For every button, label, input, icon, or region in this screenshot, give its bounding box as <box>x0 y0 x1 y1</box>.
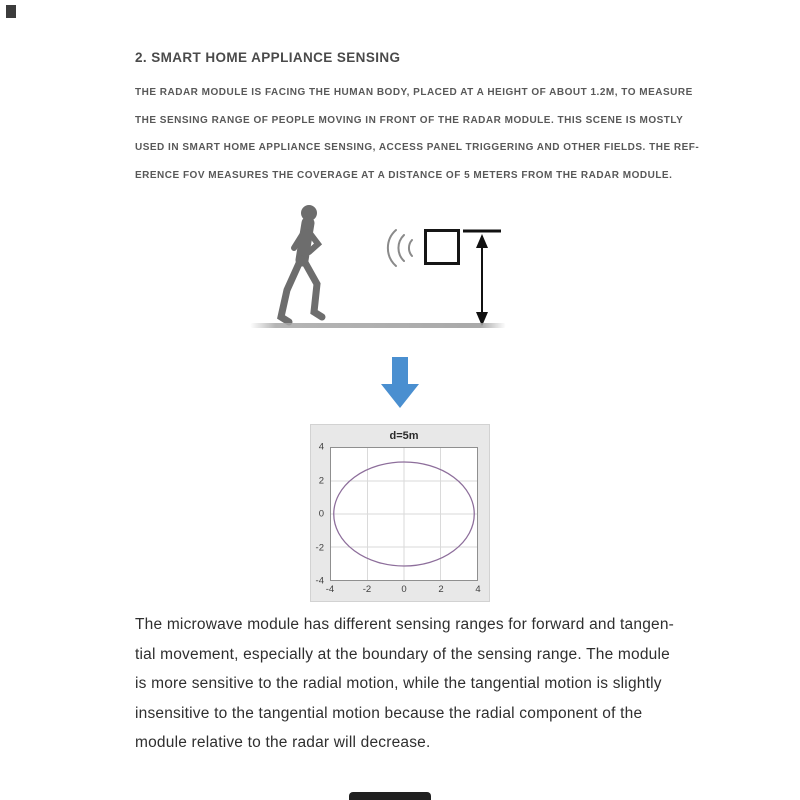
x-tick-label: -2 <box>362 584 372 595</box>
conclusion-line: tial movement, especially at the boundary of the sensing range. The module <box>135 645 670 663</box>
coverage-ellipse-plot <box>331 448 477 580</box>
chart-title: d=5m <box>389 430 419 442</box>
conclusion-line: is more sensitive to the radial motion, while the tangential motion is slightly <box>135 675 662 692</box>
radar-waves-icon <box>382 226 418 270</box>
ground-shadow <box>250 323 506 328</box>
height-measure-arrow-icon <box>460 224 504 332</box>
radar-module-icon <box>424 229 460 265</box>
sensing-range-chart <box>310 424 490 602</box>
y-tick-label: 4 <box>318 441 324 453</box>
down-arrow-icon <box>378 357 422 409</box>
x-tick-label: 4 <box>475 584 481 595</box>
x-tick-label: 2 <box>438 584 444 595</box>
section-heading: 2. SMART HOME APPLIANCE SENSING <box>135 50 401 65</box>
down-arrow-shape <box>381 357 419 408</box>
conclusion-line: insensitive to the tangential motion because the radial component of the <box>135 704 643 722</box>
conclusion-paragraph <box>135 610 674 758</box>
y-tick-label: 2 <box>318 475 324 486</box>
y-axis-tick-labels <box>311 441 327 587</box>
bottom-edge-artifact <box>349 792 431 800</box>
x-axis-tick-labels <box>325 584 481 596</box>
conclusion-line: module relative to the radar will decrease. <box>135 734 431 751</box>
intro-line: USED IN SMART HOME APPLIANCE SENSING, ACCESS PANEL TRIGGERING AND OTHER FIELDS. THE REF- <box>135 142 700 153</box>
corner-artifact <box>6 5 16 18</box>
x-tick-label: 0 <box>401 584 407 595</box>
chart-plot-area <box>330 447 478 581</box>
walking-person-icon <box>272 202 338 332</box>
y-tick-label: -4 <box>315 575 324 587</box>
x-tick-label: -4 <box>325 584 335 595</box>
intro-line: THE SENSING RANGE OF PEOPLE MOVING IN FRONT OF THE RADAR MODULE. THIS SCENE IS MOSTLY <box>135 114 684 126</box>
y-tick-label: 0 <box>318 508 324 520</box>
conclusion-line: The microwave module has different sensing ranges for forward and tangen- <box>135 616 675 633</box>
intro-line: ERENCE FOV MEASURES THE COVERAGE AT A DISTANCE OF 5 METERS FROM THE RADAR MODULE. <box>135 169 673 181</box>
intro-line: THE RADAR MODULE IS FACING THE HUMAN BODY, PLACED AT A HEIGHT OF ABOUT 1.2M, TO MEASURE <box>135 87 693 98</box>
y-tick-label: -2 <box>315 542 324 553</box>
intro-paragraph <box>135 79 699 189</box>
